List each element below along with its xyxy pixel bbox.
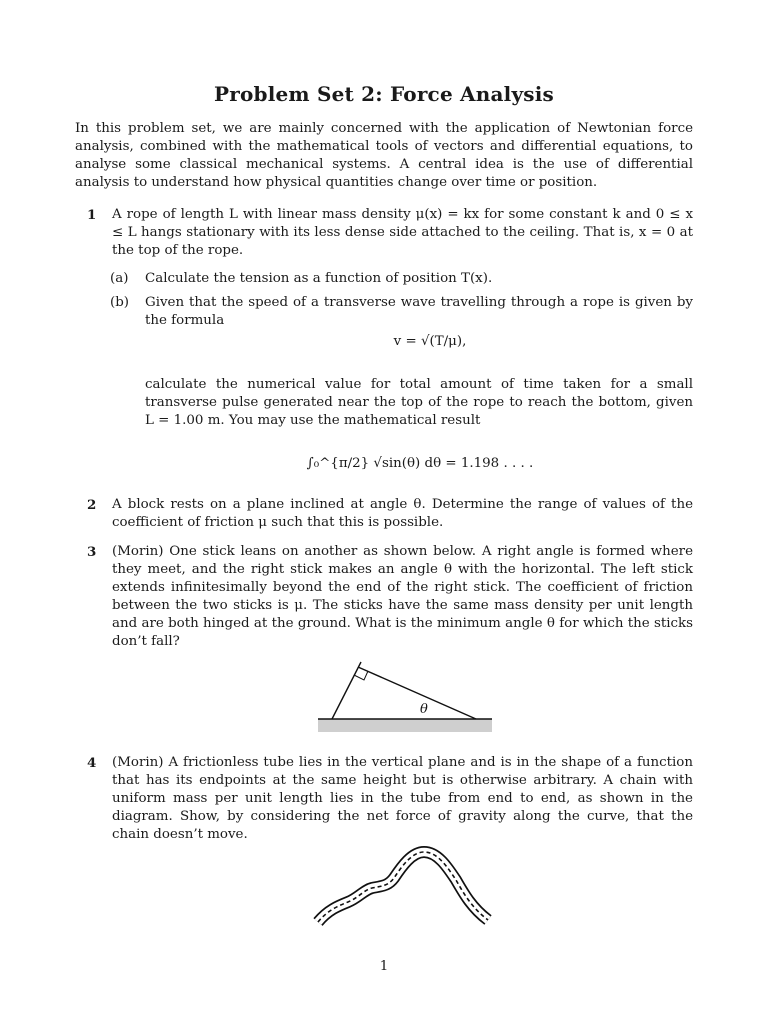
page-title: Problem Set 2: Force Analysis — [214, 82, 554, 106]
angle-label: θ — [420, 702, 428, 717]
question-1a-text: Calculate the tension as a function of position T(x). — [145, 271, 493, 286]
chain-tube-figure — [312, 846, 496, 936]
question-2-text: A block rests on a plane inclined at angle θ. Determine the range of values of the coefficient of friction μ such that this is possible. — [112, 497, 693, 530]
question-4-number: 4 — [87, 755, 97, 771]
left-stick — [332, 662, 361, 719]
question-1a-label: (a) — [110, 271, 129, 286]
ground-hatch — [318, 719, 492, 732]
question-1b-text-1: Given that the speed of a transverse wave travelling through a rope is given by the formula — [145, 295, 693, 328]
question-1b-label: (b) — [110, 295, 130, 310]
question-4-text: (Morin) A frictionless tube lies in the vertical plane and is in the shape of a function that has its endpoints at the same height but is otherwise arbitrary. A chain with uniform mass per unit length lies in the tube from end to end, as shown in the diagram. Show, by considering the net force of gravity along the curve, that the chain doesn’t move. — [112, 755, 693, 842]
question-1-number: 1 — [87, 207, 97, 223]
question-3-number: 3 — [87, 544, 97, 560]
question-1b-text-2: calculate the numerical value for total amount of time taken for a small transverse pulse generated near the top of the rope to reach the bottom, given L = 1.00 m. You may use the mathematical result — [145, 377, 693, 428]
intro-paragraph: In this problem set, we are mainly concerned with the application of Newtonian force analysis, combined with the mathematical tools of vectors and differential equations, to analyse some classical mechanical systems. A central idea is the use of differential analysis to understand how physical quantities change over time or position. — [75, 121, 693, 190]
integral-equation: ∫₀^{π/2} √sin(θ) dθ = 1.198 . . . . — [306, 456, 534, 471]
right-stick — [358, 667, 476, 719]
question-2-number: 2 — [87, 497, 97, 513]
wave-speed-equation: v = √(T/μ), — [393, 334, 467, 349]
leaning-sticks-figure — [318, 648, 492, 734]
page-number: 1 — [379, 959, 389, 974]
question-3-text: (Morin) One stick leans on another as shown below. A right angle is formed where they meet, and the right stick makes an angle θ with the horizontal. The left stick extends infinitesimally beyond the end of the right stick. The coefficient of friction between the two sticks is μ. The sticks have the same mass density per unit length and are both hinged at the ground. What is the minimum angle θ for which the sticks don’t fall? — [112, 544, 693, 649]
question-1-text: A rope of length L with linear mass density μ(x) = kx for some constant k and 0 ≤ x ≤ L hangs stationary with its less dense side attached to the ceiling. That is, x = 0 at the top of the rope. — [112, 207, 693, 258]
tube-inner — [318, 852, 488, 922]
